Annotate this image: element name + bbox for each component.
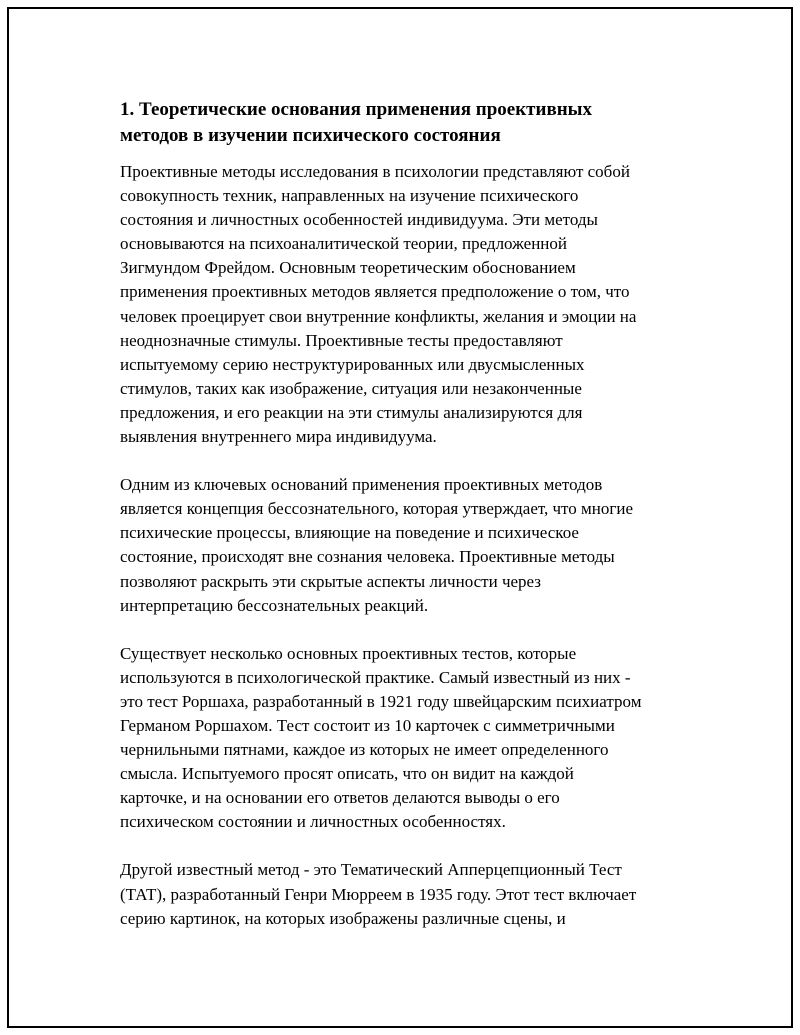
paragraph-unconscious: Одним из ключевых оснований применения проективных методов является концепция бессознательного, которая утверждает, что многие психические процессы, влияющие на поведение и психическое состояние, происходят вне сознания человека. Проективные методы позволяют раскрыть эти скрытые аспекты личности через интерпретацию бессознательных реакций. [120, 475, 633, 615]
paragraph-rorschach: Существует несколько основных проективных тестов, которые используются в психологической практике. Самый известный из них - это тест Роршаха, разработанный в 1921 году швейцарским психиатром Германом Роршахом. Тест состоит из 10 карточек с симметричными чернильными пятнами, каждое из которых не имеет определенного смысла. Испытуемого просят описать, что он видит на каждой карточке, и на основании его ответов делаются выводы о его психическом состоянии и личностных особенностях. [120, 643, 642, 832]
paragraph-tat: Другой известный метод - это Тематический Апперцепционный Тест (ТАТ), разработанный Генри Мюрреем в 1935 году. Этот тест включает серию картинок, на которых изображены различные сцены, и [120, 860, 637, 928]
document-body [120, 97, 690, 931]
section-heading: 1. Теоретические основания применения проективных методов в изучении психического состояния [120, 99, 593, 146]
page-frame [7, 7, 793, 1028]
paragraph-intro: Проективные методы исследования в психологии представляют собой совокупность техник, направленных на изучение психического состояния и личностных особенностей индивидуума. Эти методы основываются на психоаналитической теории, предложенной Зигмундом Фрейдом. Основным теоретическим обоснованием применения проективных методов является предположение о том, что человек проецирует свои внутренние конфликты, желания и эмоции на неоднозначные стимулы. Проективные тесты предоставляют испытуемому серию неструктурированных или двусмысленных стимулов, таких как изображение, ситуация или незаконченные предложения, и его реакции на эти стимулы анализируются для выявления внутреннего мира индивидуума. [120, 162, 637, 447]
